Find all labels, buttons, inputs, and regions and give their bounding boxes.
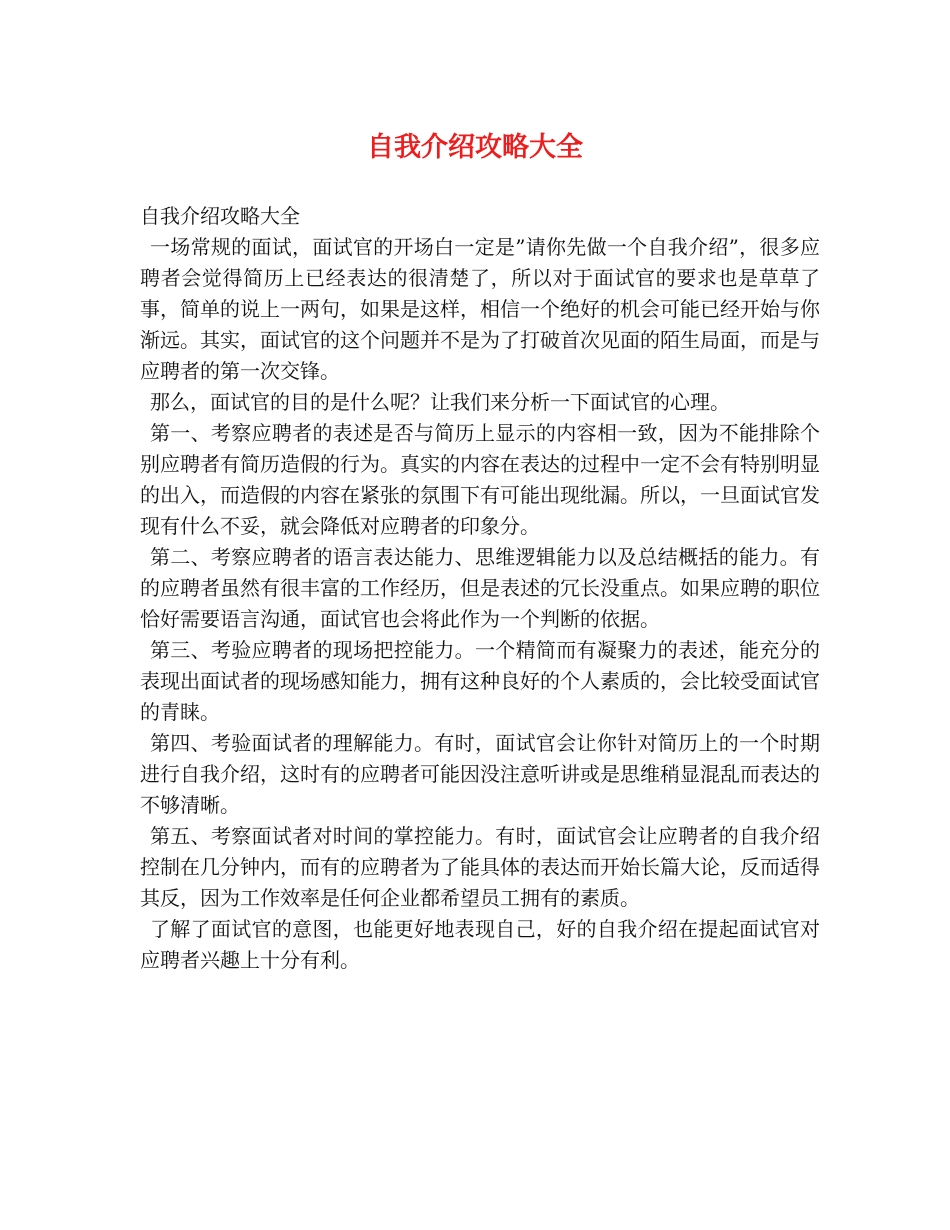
paragraph-point-2: 第二、考察应聘者的语言表达能力、思维逻辑能力以及总结概括的能力。有的应聘者虽然有很丰富的工作经历，但是表述的冗长没重点。如果应聘的职位恰好需要语言沟通，面试官也会将此作为一个判断的依据。 [140, 545, 820, 631]
paragraph-question: 那么，面试官的目的是什么呢？让我们来分析一下面试官的心理。 [150, 390, 730, 414]
paragraph-point-5: 第五、考察面试者对时间的掌控能力。有时，面试官会让应聘者的自我介绍控制在几分钟内，而有的应聘者为了能具体的表达而开始长篇大论，反而适得其反，因为工作效率是任何企业都希望员工拥有的素质。 [140, 824, 820, 910]
document-title: 自我介绍攻略大全 [367, 132, 583, 163]
subtitle-paragraph: 自我介绍攻略大全 [140, 204, 300, 228]
paragraph-conclusion: 了解了面试官的意图，也能更好地表现自己，好的自我介绍在提起面试官对应聘者兴趣上十分有利。 [140, 917, 820, 972]
paragraph-point-1: 第一、考察应聘者的表述是否与简历上显示的内容相一致，因为不能排除个别应聘者有简历造假的行为。真实的内容在表达的过程中一定不会有特别明显的出入，而造假的内容在紧张的氛围下有可能出现纰漏。所以，一旦面试官发现有什么不妥，就会降低对应聘者的印象分。 [140, 421, 820, 538]
paragraph-intro: 一场常规的面试，面试官的开场白一定是”请你先做一个自我介绍”，很多应聘者会觉得简历上已经表达的很清楚了，所以对于面试官的要求也是草草了事，简单的说上一两句，如果是这样，相信一个绝好的机会可能已经开始与你渐远。其实，面试官的这个问题并不是为了打破首次见面的陌生局面，而是与应聘者的第一次交锋。 [140, 235, 820, 383]
paragraph-point-4: 第四、考验面试者的理解能力。有时，面试官会让你针对简历上的一个时期进行自我介绍，这时有的应聘者可能因没注意听讲或是思维稍显混乱而表达的不够清晰。 [140, 731, 820, 817]
document-body [140, 201, 820, 976]
paragraph-point-3: 第三、考验应聘者的现场把控能力。一个精简而有凝聚力的表述，能充分的表现出面试者的现场感知能力，拥有这种良好的个人素质的，会比较受面试官的青睐。 [140, 638, 820, 724]
